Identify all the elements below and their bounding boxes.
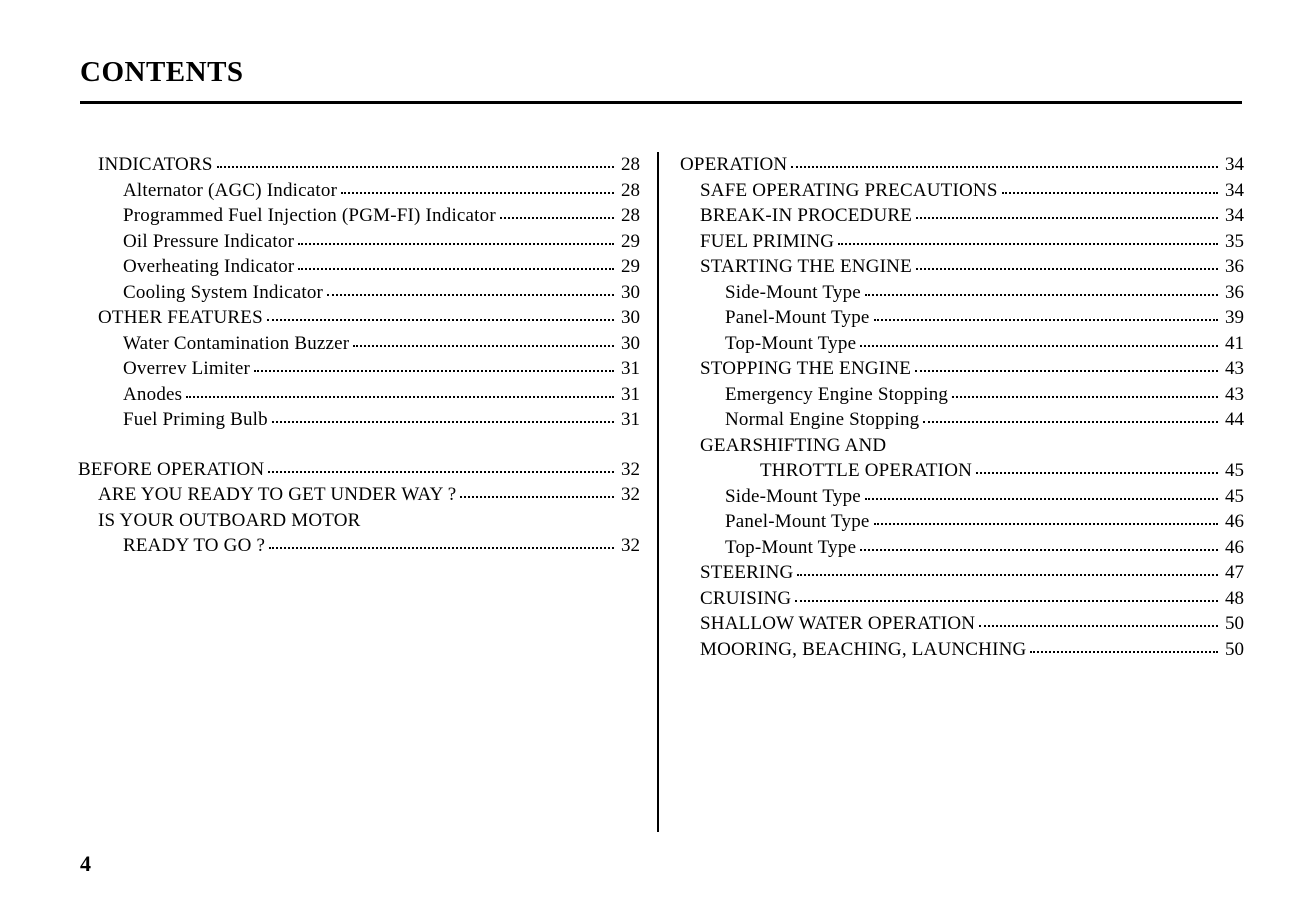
toc-entry-label: Programmed Fuel Injection (PGM-FI) Indicator [123, 205, 496, 226]
toc-entry[interactable] [680, 560, 1244, 586]
dot-leader [500, 217, 614, 219]
toc-entry-label: Normal Engine Stopping [725, 409, 920, 430]
toc-entry-label: READY TO GO ? [123, 535, 266, 556]
toc-entry-label: BEFORE OPERATION [78, 458, 265, 480]
toc-entry[interactable] [680, 356, 1244, 382]
toc-entry[interactable] [78, 356, 640, 382]
toc-entry-page: 28 [621, 154, 640, 175]
toc-entry[interactable] [680, 433, 1244, 459]
dot-leader [916, 217, 1218, 219]
toc-entry-page: 36 [1225, 281, 1244, 303]
toc-entry-label: IS YOUR OUTBOARD MOTOR [98, 509, 361, 531]
page-title: CONTENTS [80, 56, 244, 88]
toc-entry-label: Panel-Mount Type [725, 307, 870, 328]
toc-entry-label: Alternator (AGC) Indicator [123, 179, 338, 201]
toc-entry-label: SHALLOW WATER OPERATION [700, 613, 976, 634]
dot-leader [874, 319, 1218, 321]
toc-entry-page: 32 [621, 484, 640, 505]
toc-entry-page: 32 [621, 535, 640, 556]
dot-leader [1002, 192, 1218, 194]
toc-entry[interactable] [680, 509, 1244, 535]
dot-leader [923, 421, 1218, 423]
toc-entry-label: STEERING [700, 562, 794, 583]
toc-entry-page: 48 [1225, 587, 1244, 609]
toc-entry[interactable] [680, 586, 1244, 612]
toc-entry-page: 30 [621, 281, 640, 303]
dot-leader [874, 523, 1218, 525]
toc-entry-page: 50 [1225, 613, 1244, 634]
title-rule [80, 101, 1242, 104]
section-gap [78, 433, 640, 457]
dot-leader [217, 166, 614, 168]
toc-entry[interactable] [680, 407, 1244, 433]
toc-entry-page: 45 [1225, 485, 1244, 507]
toc-entry-label: Emergency Engine Stopping [725, 383, 949, 405]
dot-leader [916, 268, 1218, 270]
page-number: 4 [80, 851, 91, 876]
toc-left-column [78, 152, 640, 559]
toc-entry-label: OTHER FEATURES [98, 307, 263, 328]
toc-entry[interactable] [78, 254, 640, 280]
dot-leader [327, 294, 614, 296]
toc-entry-page: 31 [621, 358, 640, 379]
toc-entry[interactable] [78, 152, 640, 178]
dot-leader [979, 625, 1218, 627]
dot-leader [268, 471, 614, 473]
toc-entry[interactable] [680, 637, 1244, 663]
toc-entry-label: Anodes [123, 383, 183, 405]
toc-entry[interactable] [78, 331, 640, 357]
toc-entry-page: 43 [1225, 383, 1244, 405]
toc-entry[interactable] [680, 535, 1244, 561]
toc-entry-page: 45 [1225, 460, 1244, 481]
toc-entry[interactable] [78, 203, 640, 229]
toc-entry-label: Water Contamination Buzzer [123, 332, 350, 354]
dot-leader [269, 547, 614, 549]
toc-entry-page: 50 [1225, 638, 1244, 660]
toc-right-column [680, 152, 1244, 662]
dot-leader [797, 574, 1218, 576]
toc-entry-page: 31 [621, 383, 640, 405]
dot-leader [976, 472, 1218, 474]
toc-entry-page: 43 [1225, 358, 1244, 379]
dot-leader [272, 421, 614, 423]
toc-entry-label: Fuel Priming Bulb [123, 409, 268, 430]
toc-entry-label: FUEL PRIMING [700, 230, 835, 252]
toc-entry[interactable] [680, 152, 1244, 178]
toc-entry[interactable] [78, 229, 640, 255]
dot-leader [298, 268, 614, 270]
toc-entry[interactable] [78, 305, 640, 331]
dot-leader [952, 396, 1218, 398]
toc-entry[interactable] [680, 484, 1244, 510]
toc-entry-page: 30 [621, 332, 640, 354]
toc-entry-label: BREAK-IN PROCEDURE [700, 205, 913, 226]
column-divider [657, 152, 659, 832]
toc-entry-page: 36 [1225, 256, 1244, 277]
toc-entry-label: STARTING THE ENGINE [700, 256, 912, 277]
toc-entry-page: 41 [1225, 332, 1244, 354]
toc-entry-label: Side-Mount Type [725, 485, 861, 507]
toc-entry[interactable] [680, 178, 1244, 204]
toc-entry-label: SAFE OPERATING PRECAUTIONS [700, 179, 998, 201]
toc-entry-page: 46 [1225, 511, 1244, 532]
toc-entry-label: Oil Pressure Indicator [123, 230, 295, 252]
toc-entry-label: OPERATION [680, 154, 788, 175]
toc-entry-label: STOPPING THE ENGINE [700, 358, 912, 379]
dot-leader [1030, 651, 1218, 653]
dot-leader [860, 549, 1218, 551]
toc-entry[interactable] [78, 280, 640, 306]
toc-entry[interactable] [680, 382, 1244, 408]
dot-leader [860, 345, 1218, 347]
dot-leader [267, 319, 614, 321]
dot-leader [865, 294, 1218, 296]
dot-leader [298, 243, 614, 245]
toc-entry-page: 30 [621, 307, 640, 328]
toc-entry[interactable] [680, 203, 1244, 229]
toc-entry-label: THROTTLE OPERATION [760, 460, 973, 481]
toc-entry-label: Side-Mount Type [725, 281, 861, 303]
dot-leader [791, 166, 1218, 168]
toc-entry-label: MOORING, BEACHING, LAUNCHING [700, 638, 1027, 660]
toc-entry-page: 29 [621, 256, 640, 277]
toc-entry-label: Top-Mount Type [725, 536, 857, 558]
toc-entry[interactable] [680, 229, 1244, 255]
toc-entry[interactable] [78, 482, 640, 508]
toc-entry-page: 34 [1225, 205, 1244, 226]
toc-entry[interactable] [680, 280, 1244, 306]
toc-entry[interactable] [680, 611, 1244, 637]
toc-entry-page: 47 [1225, 562, 1244, 583]
dot-leader [865, 498, 1218, 500]
toc-entry-page: 44 [1225, 409, 1244, 430]
dot-leader [341, 192, 614, 194]
toc-entry-page: 34 [1225, 179, 1244, 201]
toc-entry-label: GEARSHIFTING AND [700, 434, 887, 456]
toc-entry[interactable] [680, 331, 1244, 357]
toc-entry-page: 31 [621, 409, 640, 430]
toc-entry-label: Panel-Mount Type [725, 511, 870, 532]
toc-entry-label: Overrev Limiter [123, 358, 250, 379]
toc-entry[interactable] [680, 458, 1244, 484]
toc-entry[interactable] [78, 533, 640, 559]
toc-entry[interactable] [78, 382, 640, 408]
dot-leader [838, 243, 1218, 245]
toc-entry-label: Overheating Indicator [123, 256, 295, 277]
toc-entry-label: Cooling System Indicator [123, 281, 324, 303]
toc-entry-page: 39 [1225, 307, 1244, 328]
toc-entry-label: ARE YOU READY TO GET UNDER WAY ? [98, 484, 457, 505]
toc-entry[interactable] [680, 254, 1244, 280]
toc-entry-page: 28 [621, 205, 640, 226]
dot-leader [254, 370, 614, 372]
dot-leader [186, 396, 614, 398]
toc-entry[interactable] [78, 178, 640, 204]
toc-entry[interactable] [680, 305, 1244, 331]
dot-leader [915, 370, 1218, 372]
toc-entry-page: 32 [621, 458, 640, 480]
toc-entry-label: CRUISING [700, 587, 792, 609]
toc-entry-page: 34 [1225, 154, 1244, 175]
toc-entry-page: 35 [1225, 230, 1244, 252]
toc-entry-label: INDICATORS [98, 154, 213, 175]
toc-entry[interactable] [78, 508, 640, 534]
dot-leader [353, 345, 614, 347]
toc-entry[interactable] [78, 407, 640, 433]
dot-leader [795, 600, 1218, 602]
toc-entry-page: 28 [621, 179, 640, 201]
toc-entry[interactable] [78, 457, 640, 483]
toc-entry-page: 29 [621, 230, 640, 252]
toc-entry-page: 46 [1225, 536, 1244, 558]
toc-entry-label: Top-Mount Type [725, 332, 857, 354]
dot-leader [460, 496, 614, 498]
